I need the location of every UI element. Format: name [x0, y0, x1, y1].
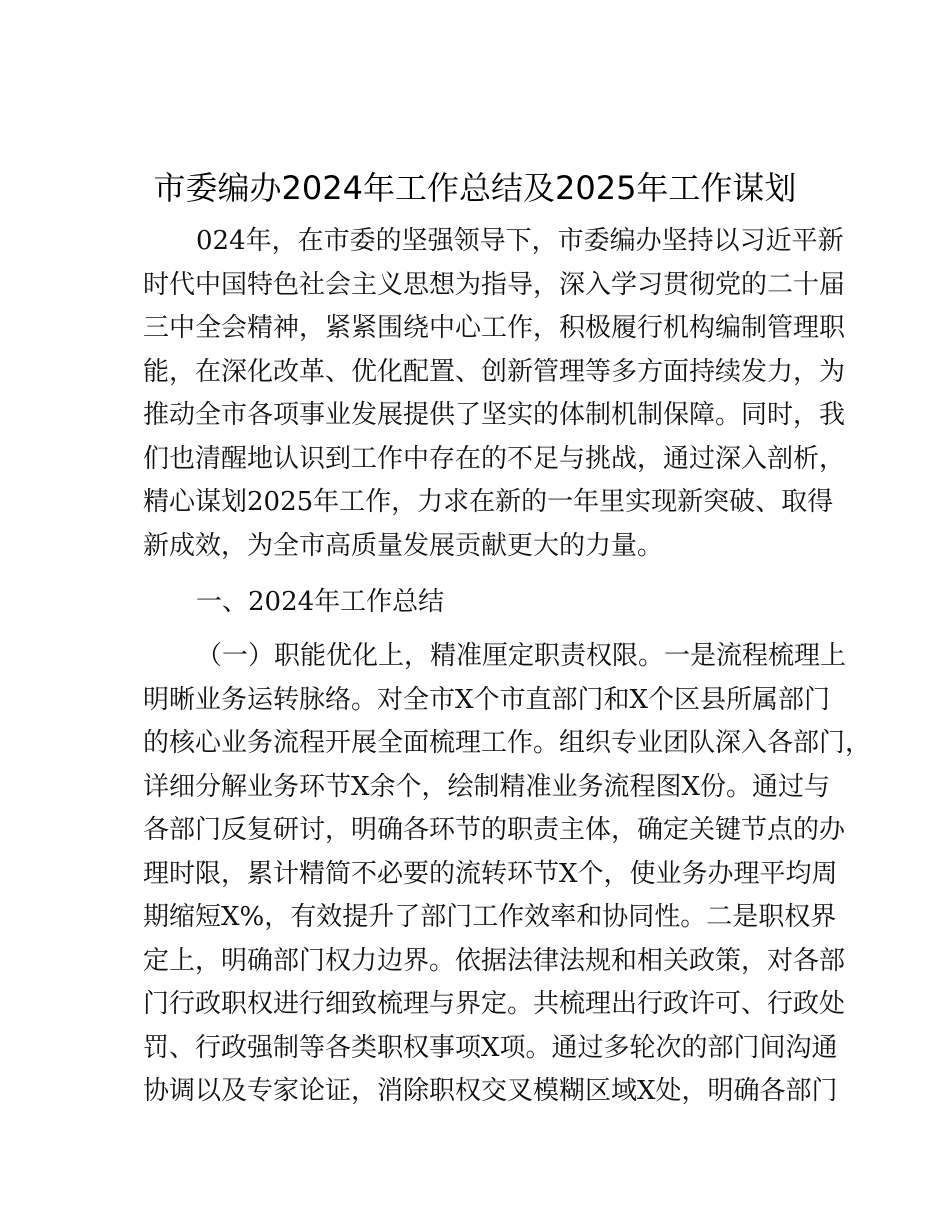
text-line: （一）职能优化上，精准厘定职责权限。一是流程梳理上: [196, 641, 847, 671]
text-line: 三中全会精神，紧紧围绕中心工作，积极履行机构编制管理职: [143, 313, 846, 343]
text-line: 能，在深化改革、优化配置、创新管理等多方面持续发力，为: [143, 356, 846, 387]
text-line: 时代中国特色社会主义思想为指导，深入学习贯彻党的二十届: [143, 269, 846, 300]
section-heading-text: 一、2024年工作总结: [196, 587, 445, 617]
text-line: 精心谋划2025年工作，力求在新的一年里实现新突破、取得: [143, 487, 834, 517]
text-line: 详细分解业务环节X余个，绘制精准业务流程图X份。通过与: [143, 771, 831, 802]
text-line: 的核心业务流程开展全面梳理工作。组织专业团队深入各部门，: [143, 728, 872, 758]
text-line: 明晰业务运转脉络。对全市X个市直部门和X个区县所属部门: [143, 684, 831, 715]
text-line: 期缩短X%，有效提升了部门工作效率和协同性。二是职权界: [143, 902, 837, 932]
document-title: 市委编办2024年工作总结及2025年工作谋划: [153, 169, 797, 207]
text-line: 推动全市各项事业发展提供了坚实的体制机制保障。同时，我: [143, 400, 846, 430]
text-line: 门行政职权进行细致梳理与界定。共梳理出行政许可、行政处: [143, 989, 846, 1019]
text-line: 罚、行政强制等各类职权事项X项。通过多轮次的部门间沟通: [143, 1032, 838, 1063]
text-line: 新成效，为全市高质量发展贡献更大的力量。: [143, 530, 664, 561]
intro-paragraph: [143, 220, 846, 568]
text-line: 定上，明确部门权力边界。依据法律法规和相关政策，对各部: [143, 945, 846, 976]
text-line: 们也清醒地认识到工作中存在的不足与挑战，通过深入剖析，: [143, 443, 846, 474]
section-heading: [143, 581, 810, 625]
text-line: 理时限，累计精简不必要的流转环节X个，使业务办理平均周: [143, 858, 838, 889]
text-line: 协调以及专家论证，消除职权交叉模糊区域X处，明确各部门: [143, 1076, 838, 1106]
text-line: 024年，在市委的坚强领导下，市委编办坚持以习近平新: [196, 226, 844, 256]
body-paragraph: [143, 635, 872, 1114]
text-line: 各部门反复研讨，明确各环节的职责主体，确定关键节点的办: [143, 815, 846, 845]
